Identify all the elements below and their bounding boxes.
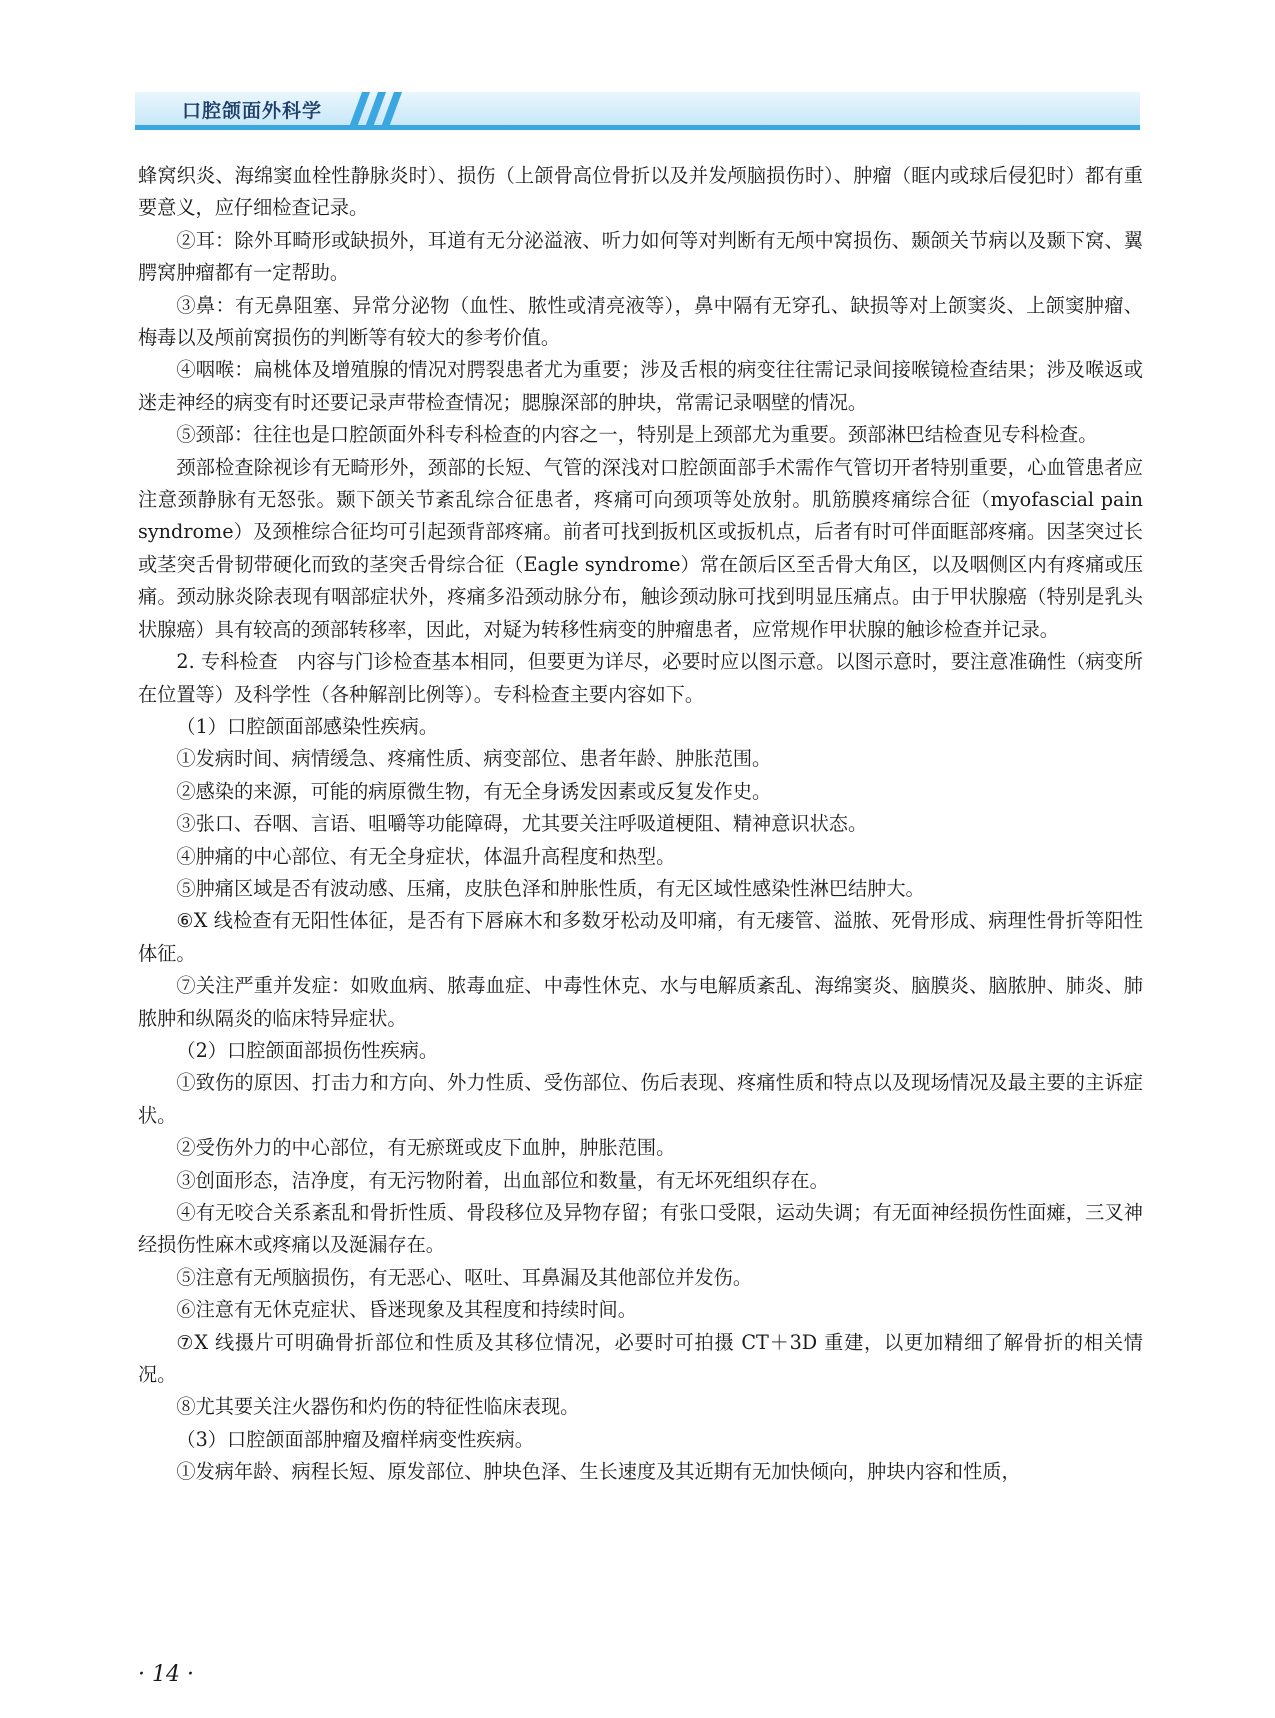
paragraph: ⑦X 线摄片可明确骨折部位和性质及其移位情况，必要时可拍摄 CT＋3D 重建，以更加精细了解骨折的相关情况。 (138, 1330, 1143, 1387)
paragraph: ④肿痛的中心部位、有无全身症状，体温升高程度和热型。 (176, 844, 676, 868)
paragraph: ⑤肿痛区域是否有波动感、压痛，皮肤色泽和肿胀性质，有无区域性感染性淋巴结肿大。 (176, 876, 925, 900)
paragraph: ④咽喉：扁桃体及增殖腺的情况对腭裂患者尤为重要；涉及舌根的病变往往需记录间接喉镜检查结果；涉及喉返或迷走神经的病变有时还要记录声带检查情况；腮腺深部的肿块，常需记录咽壁的情况。 (138, 358, 1143, 414)
page-number: · 14 · (138, 1662, 194, 1687)
running-head-title: 口腔颌面外科学 (182, 100, 323, 122)
paragraph: （2）口腔颌面部损伤性疾病。 (176, 1038, 439, 1062)
paragraph: 颈部检查除视诊有无畸形外，颈部的长短、气管的深浅对口腔颌面部手术需作气管切开者特别重要，心血管患者应注意颈静脉有无怒张。颞下颌关节紊乱综合征患者，疼痛可向颈项等处放射。肌筋膜疼痛综合征（myofascial pain syndrome）及颈椎综合征均可引起颈背部疼痛。前者可找到扳机区或扳机点，后者有时可伴面眶部疼痛。因茎突过长或茎突舌骨韧带硬化而致的茎突舌骨综合征（Eagle syndrome）常在颌后区至舌骨大角区，以及咽侧区内有疼痛或压痛。颈动脉炎除表现有咽部症状外，疼痛多沿颈动脉分布，触诊颈动脉可找到明显压痛点。由于甲状腺癌（特别是乳头状腺癌）具有较高的颈部转移率，因此，对疑为转移性病变的肿瘤患者，应常规作甲状腺的触诊检查并记录。 (138, 455, 1143, 641)
header-stripes-decoration (348, 92, 408, 130)
paragraph: ①发病时间、病情缓急、疼痛性质、病变部位、患者年龄、肿胀范围。 (176, 747, 772, 771)
paragraph: （3）口腔颌面部肿瘤及瘤样病变性疾病。 (176, 1427, 534, 1451)
paragraph: ④有无咬合关系紊乱和骨折性质、骨段移位及异物存留；有张口受限，运动失调；有无面神经损伤性面瘫，三叉神经损伤性麻木或疼痛以及涎漏存在。 (138, 1201, 1143, 1257)
header-rule (135, 125, 1140, 130)
paragraph: ①致伤的原因、打击力和方向、外力性质、受伤部位、伤后表现、疼痛性质和特点以及现场情况及最主要的主诉症状。 (138, 1071, 1143, 1127)
paragraph: ⑦关注严重并发症：如败血病、脓毒血症、中毒性休克、水与电解质紊乱、海绵窦炎、脑膜炎、脑脓肿、肺炎、肺脓肿和纵隔炎的临床特异症状。 (138, 974, 1143, 1030)
paragraph: ①发病年龄、病程长短、原发部位、肿块色泽、生长速度及其近期有无加快倾向，肿块内容和性质， (176, 1460, 1021, 1484)
paragraph: ⑥X 线检查有无阳性体征，是否有下唇麻木和多数牙松动及叩痛，有无瘘管、溢脓、死骨形成、病理性骨折等阳性体征。 (138, 909, 1143, 965)
paragraph: ②耳：除外耳畸形或缺损外，耳道有无分泌溢液、听力如何等对判断有无颅中窝损伤、颞颌关节病以及颞下窝、翼腭窝肿瘤都有一定帮助。 (138, 228, 1143, 285)
body-text (138, 160, 1143, 1489)
page-header (0, 0, 1275, 140)
paragraph: ②受伤外力的中心部位，有无瘀斑或皮下血肿，肿胀范围。 (176, 1136, 676, 1160)
paragraph: ②感染的来源，可能的病原微生物，有无全身诱发因素或反复发作史。 (176, 779, 772, 803)
paragraph: ⑧尤其要关注火器伤和灼伤的特征性临床表现。 (176, 1395, 580, 1419)
paragraph: ③创面形态，洁净度，有无污物附着，出血部位和数量，有无坏死组织存在。 (176, 1168, 829, 1192)
paragraph: ③鼻：有无鼻阻塞、异常分泌物（血性、脓性或清亮液等），鼻中隔有无穿孔、缺损等对上颌窦炎、上颌窦肿瘤、梅毒以及颅前窝损伤的判断等有较大的参考价值。 (138, 293, 1143, 350)
paragraph: 蜂窝织炎、海绵窦血栓性静脉炎时）、损伤（上颌骨高位骨折以及并发颅脑损伤时）、肿瘤（眶内或球后侵犯时）都有重要意义，应仔细检查记录。 (138, 164, 1143, 220)
paragraph: ⑤注意有无颅脑损伤，有无恶心、呕吐、耳鼻漏及其他部位并发伤。 (176, 1265, 753, 1289)
paragraph: ⑤颈部：往往也是口腔颌面外科专科检查的内容之一，特别是上颈部尤为重要。颈部淋巴结检查见专科检查。 (176, 423, 1098, 447)
paragraph: 2. 专科检查 内容与门诊检查基本相同，但要更为详尽，必要时应以图示意。以图示意时，要注意准确性（病变所在位置等）及科学性（各种解剖比例等）。专科检查主要内容如下。 (138, 650, 1143, 706)
paragraph: （1）口腔颌面部感染性疾病。 (176, 714, 439, 738)
paragraph: ⑥注意有无休克症状、昏迷现象及其程度和持续时间。 (176, 1298, 637, 1322)
paragraph: ③张口、吞咽、言语、咀嚼等功能障碍，尤其要关注呼吸道梗阻、精神意识状态。 (176, 812, 868, 836)
